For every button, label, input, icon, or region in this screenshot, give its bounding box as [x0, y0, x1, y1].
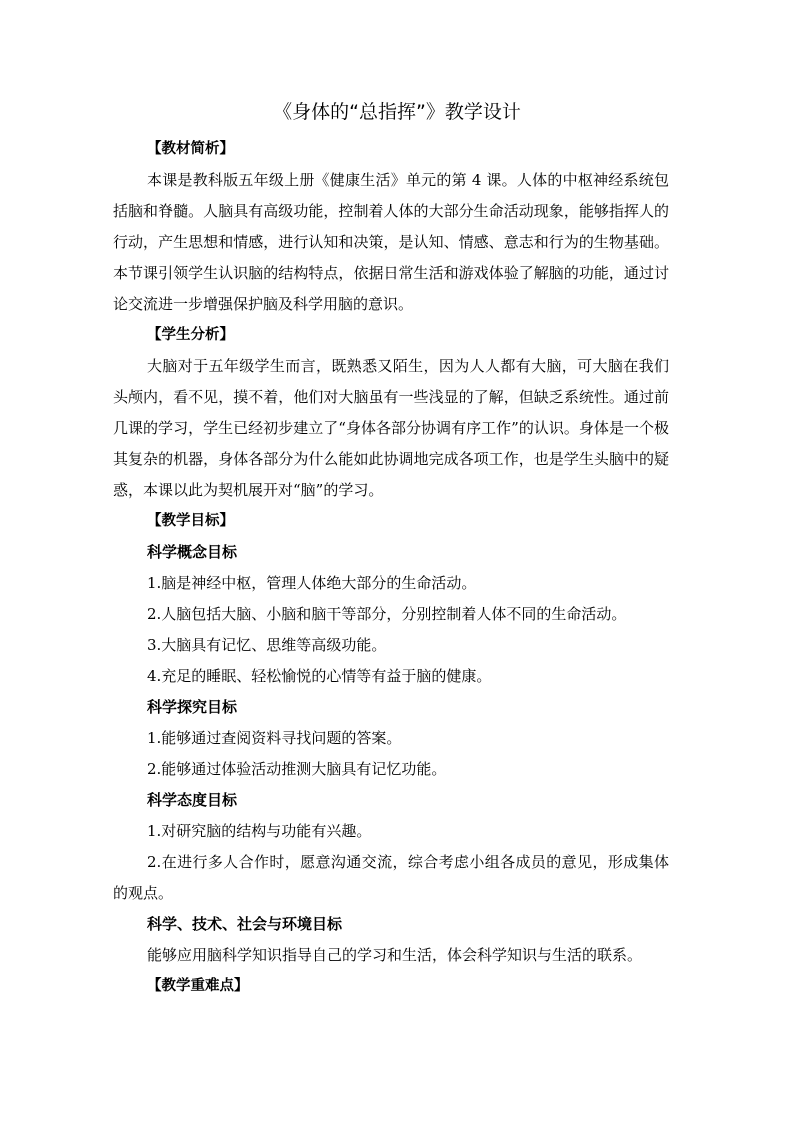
list-item: 2.人脑包括大脑、小脑和脑干等部分，分别控制着人体不同的生命活动。: [147, 605, 627, 623]
list-item: 2.在进行多人合作时，愿意沟通交流，综合考虑小组各成员的意见，形成集体的观点。: [113, 853, 669, 902]
list-item: 1.脑是神经中枢，管理人体绝大部分的生命活动。: [147, 574, 477, 592]
list-item: 2.能够通过体验活动推测大脑具有记忆功能。: [147, 760, 447, 778]
page-title: 《身体的“总指挥”》教学设计: [273, 101, 521, 123]
subheading-concept-objectives: 科学概念目标: [147, 543, 238, 561]
subheading-inquiry-objectives: 科学探究目标: [147, 698, 238, 716]
section-heading-textbook-analysis: 【教材简析】: [147, 141, 234, 157]
stse-objectives-paragraph: 能够应用脑科学知识指导自己的学习和生活，体会科学知识与生活的联系。: [147, 946, 643, 964]
list-item: 4.充足的睡眠、轻松愉悦的心情等有益于脑的健康。: [147, 667, 492, 685]
section-heading-student-analysis: 【学生分析】: [147, 327, 234, 343]
section-heading-key-difficulties: 【教学重难点】: [147, 978, 249, 994]
list-item: 1.能够通过查阅资料寻找问题的答案。: [147, 729, 402, 747]
list-item: 3.大脑具有记忆、思维等高级功能。: [147, 636, 387, 654]
section-heading-teaching-objectives: 【教学目标】: [147, 513, 234, 529]
subheading-attitude-objectives: 科学态度目标: [147, 791, 238, 809]
list-item: 1.对研究脑的结构与功能有兴趣。: [147, 822, 372, 840]
textbook-analysis-paragraph: 本课是教科版五年级上册《健康生活》单元的第 4 课。人体的中枢神经系统包括脑和脊髓。人脑具有高级功能，控制着人体的大部分生命活动现象，能够指挥人的行动，产生思想和情感，进行认知和决策，是认知、情感、意志和行为的生物基础。本节课引领学生认识脑的结构特点，依据日常生活和游戏体验了解脑的功能，通过讨论交流进一步增强保护脑及科学用脑的意识。: [113, 171, 669, 313]
document-body: [113, 134, 669, 1002]
student-analysis-paragraph: 大脑对于五年级学生而言，既熟悉又陌生，因为人人都有大脑，可大脑在我们头颅内，看不见，摸不着，他们对大脑虽有一些浅显的了解，但缺乏系统性。通过前几课的学习，学生已经初步建立了“身体各部分协调有序工作”的认识。身体是一个极其复杂的机器，身体各部分为什么能如此协调地完成各项工作，也是学生头脑中的疑惑，本课以此为契机展开对“脑”的学习。: [113, 357, 669, 499]
subheading-stse-objectives: 科学、技术、社会与环境目标: [147, 915, 343, 933]
